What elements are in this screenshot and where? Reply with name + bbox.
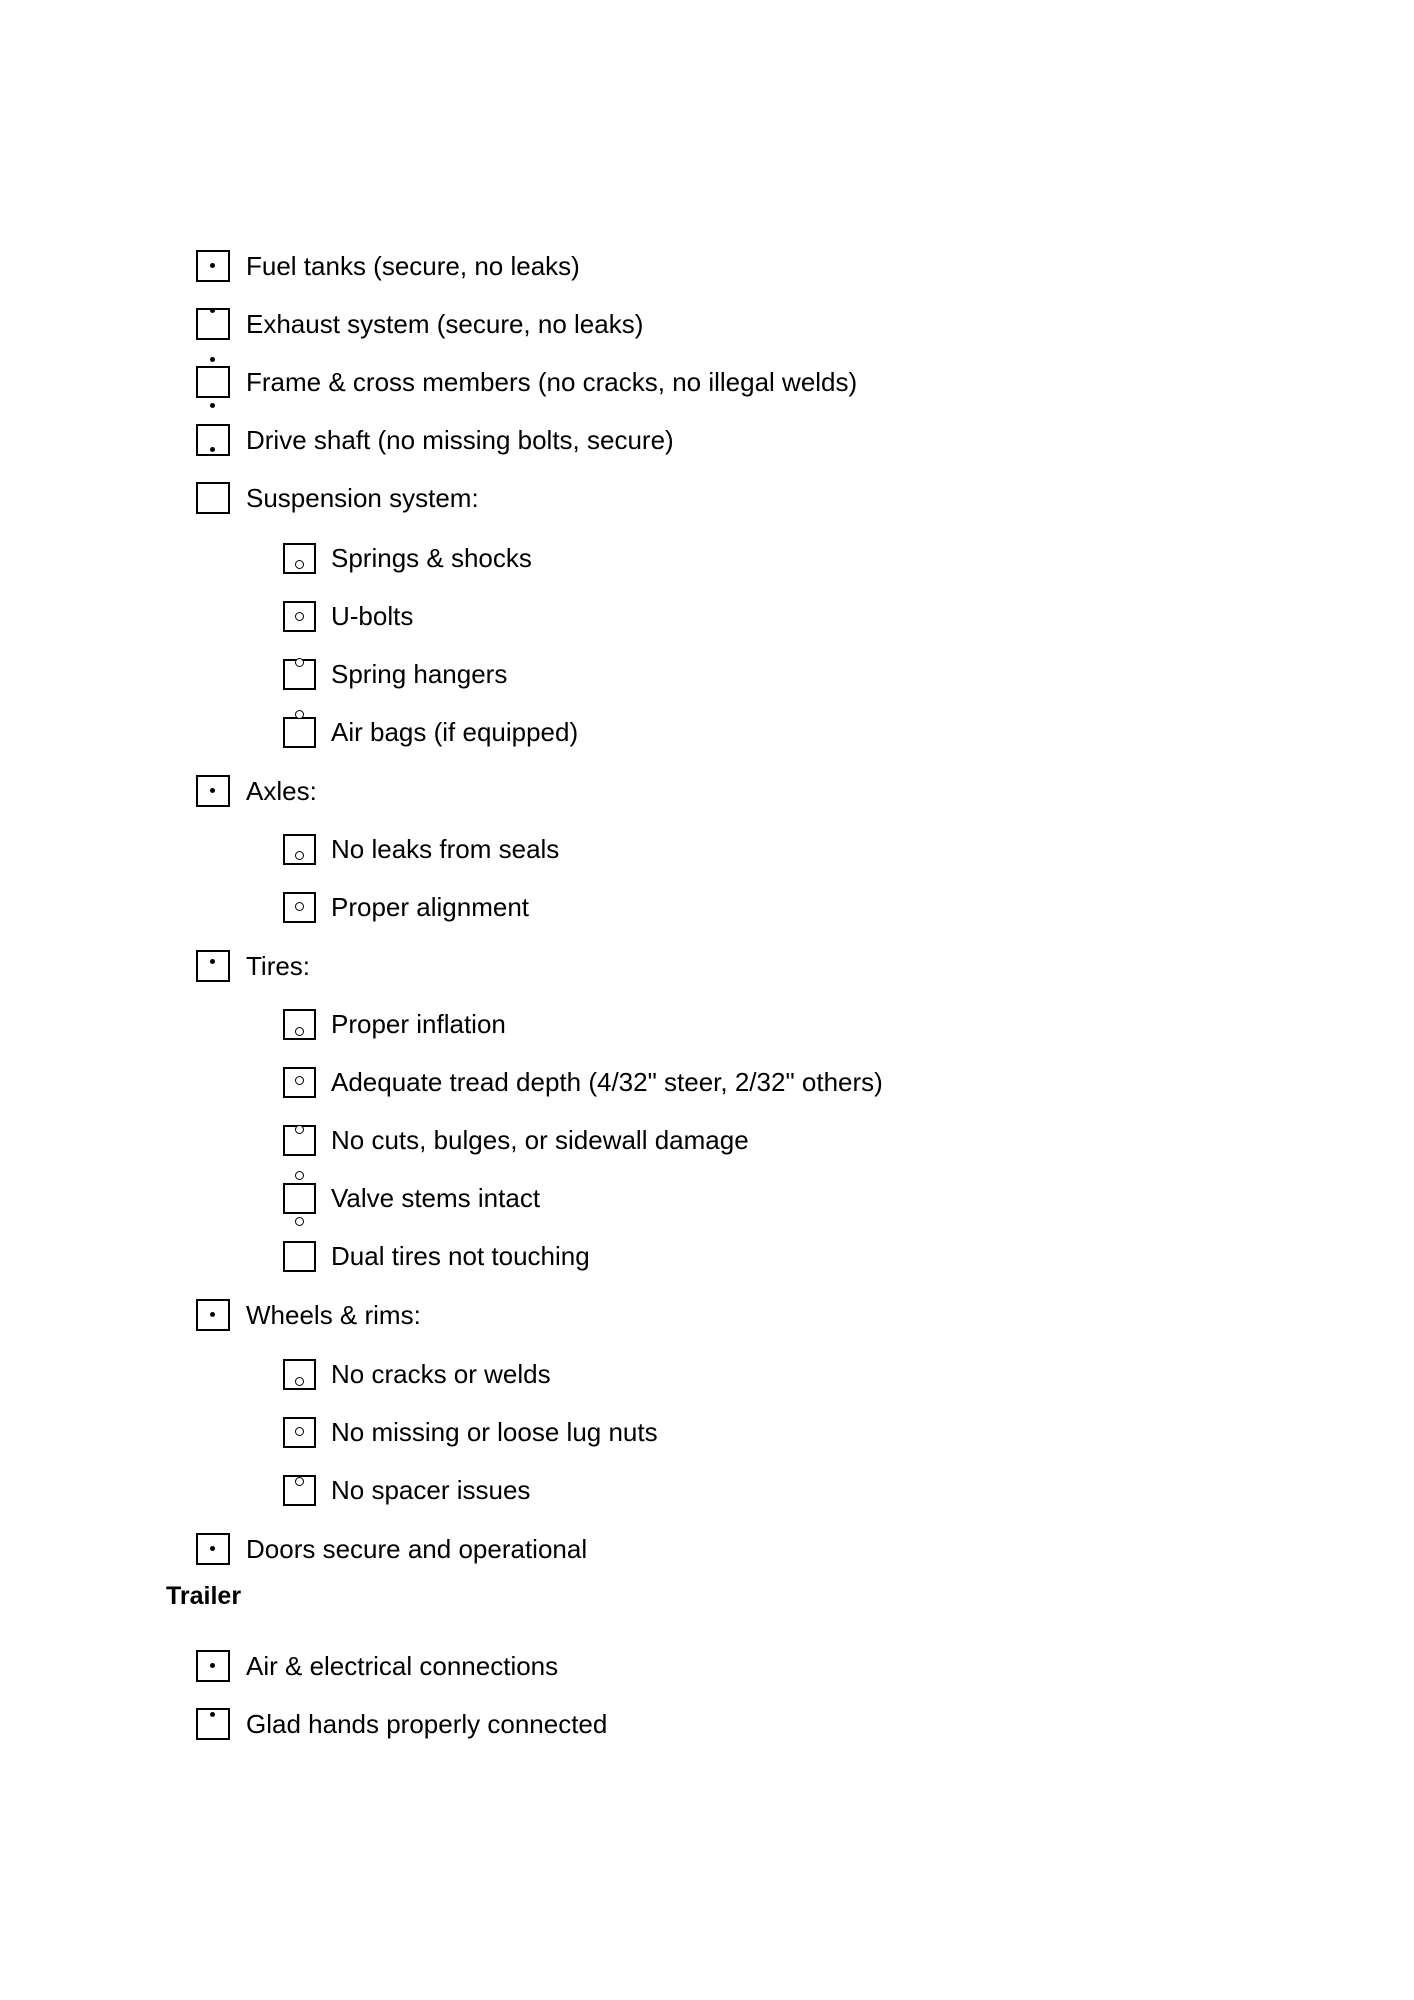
sub-item-spring-hangers [283, 654, 507, 694]
item-label: Spring hangers [331, 659, 508, 689]
checkbox[interactable] [283, 834, 316, 865]
checkbox[interactable] [283, 1241, 316, 1272]
checklist-item-fuel-tanks [196, 246, 580, 286]
bullet-dot-icon [210, 357, 215, 362]
bullet-circle-icon [295, 1377, 304, 1386]
sub-item-alignment [283, 887, 529, 927]
item-label: Air & electrical connections [246, 1651, 559, 1681]
item-label: Dual tires not touching [331, 1241, 590, 1271]
bullet-dot-icon [210, 403, 215, 408]
sub-item-inflation [283, 1004, 506, 1044]
checkbox[interactable] [283, 543, 316, 574]
item-label: Fuel tanks (secure, no leaks) [246, 251, 580, 281]
checkbox[interactable] [196, 1299, 230, 1331]
item-label: Air bags (if equipped) [331, 717, 579, 747]
checkbox[interactable] [196, 366, 230, 398]
item-label: Proper inflation [331, 1009, 506, 1039]
bullet-dot-icon [210, 447, 215, 452]
bullet-circle-icon [295, 1125, 304, 1134]
checkbox[interactable] [196, 250, 230, 282]
checkbox[interactable] [283, 892, 316, 923]
item-label: Axles: [246, 776, 317, 806]
sub-item-no-cracks [283, 1354, 551, 1394]
item-label: Doors secure and operational [246, 1534, 588, 1564]
checkbox[interactable] [196, 1708, 230, 1740]
bullet-circle-icon [295, 1076, 304, 1085]
checkbox[interactable] [196, 1650, 230, 1682]
bullet-dot-icon [210, 788, 215, 793]
checkbox[interactable] [283, 659, 316, 690]
item-label: Springs & shocks [331, 543, 532, 573]
checkbox[interactable] [196, 1533, 230, 1565]
checkbox[interactable] [283, 1359, 316, 1390]
section-heading-trailer: Trailer [166, 1582, 242, 1610]
sub-item-no-leaks [283, 829, 559, 869]
item-label: No cuts, bulges, or sidewall damage [331, 1125, 749, 1155]
bullet-circle-icon [295, 612, 304, 621]
sub-item-tread-depth [283, 1062, 883, 1102]
checkbox[interactable] [283, 1009, 316, 1040]
bullet-circle-icon [295, 1427, 304, 1436]
bullet-dot-icon [210, 308, 215, 313]
item-label: Drive shaft (no missing bolts, secure) [246, 425, 674, 455]
checklist-item-air-electrical [196, 1646, 558, 1686]
item-label: Frame & cross members (no cracks, no illegal welds) [246, 367, 858, 397]
bullet-circle-icon [295, 658, 304, 667]
checkbox[interactable] [283, 1417, 316, 1448]
checkbox[interactable] [283, 1475, 316, 1506]
item-label: Tires: [246, 951, 311, 981]
sub-item-sidewall [283, 1120, 749, 1160]
checkbox[interactable] [283, 601, 316, 632]
item-label: No leaks from seals [331, 834, 560, 864]
bullet-dot-icon [210, 1712, 215, 1717]
sub-item-u-bolts [283, 596, 413, 636]
checkbox[interactable] [196, 308, 230, 340]
sub-item-dual-tires [283, 1236, 590, 1276]
bullet-circle-icon [295, 902, 304, 911]
checklist-item-suspension [196, 478, 479, 518]
item-label: Glad hands properly connected [246, 1709, 608, 1739]
checkbox[interactable] [283, 1183, 316, 1214]
bullet-circle-icon [295, 710, 304, 719]
bullet-dot-icon [210, 263, 215, 268]
checkbox[interactable] [196, 482, 230, 514]
checklist-item-wheels [196, 1295, 421, 1335]
item-label: No spacer issues [331, 1475, 531, 1505]
item-label: Exhaust system (secure, no leaks) [246, 309, 644, 339]
item-label: Proper alignment [331, 892, 529, 922]
checkbox[interactable] [283, 1125, 316, 1156]
checkbox[interactable] [283, 717, 316, 748]
sub-item-lug-nuts [283, 1412, 658, 1452]
bullet-circle-icon [295, 1477, 304, 1486]
checkbox[interactable] [283, 1067, 316, 1098]
bullet-circle-icon [295, 1027, 304, 1036]
item-label: Wheels & rims: [246, 1300, 421, 1330]
sub-item-air-bags [283, 712, 578, 752]
bullet-circle-icon [295, 1217, 304, 1226]
checklist-item-frame [196, 362, 857, 402]
checklist-item-glad-hands [196, 1704, 607, 1744]
item-label: Valve stems intact [331, 1183, 541, 1213]
sub-item-springs-shocks [283, 538, 532, 578]
item-label: No missing or loose lug nuts [331, 1417, 658, 1447]
bullet-circle-icon [295, 560, 304, 569]
bullet-dot-icon [210, 1663, 215, 1668]
bullet-dot-icon [210, 959, 215, 964]
item-label: U-bolts [331, 601, 414, 631]
checkbox[interactable] [196, 424, 230, 456]
bullet-dot-icon [210, 1312, 215, 1317]
checklist-item-tires [196, 946, 310, 986]
bullet-dot-icon [210, 1546, 215, 1551]
checkbox[interactable] [196, 775, 230, 807]
bullet-circle-icon [295, 851, 304, 860]
sub-item-valve-stems [283, 1178, 540, 1218]
checklist-item-exhaust [196, 304, 643, 344]
checklist-item-drive-shaft [196, 420, 674, 460]
sub-item-spacer [283, 1470, 530, 1510]
bullet-circle-icon [295, 1171, 304, 1180]
checklist-item-doors [196, 1529, 587, 1569]
item-label: Suspension system: [246, 483, 479, 513]
checkbox[interactable] [196, 950, 230, 982]
item-label: No cracks or welds [331, 1359, 551, 1389]
checklist-item-axles [196, 771, 317, 811]
item-label: Adequate tread depth (4/32" steer, 2/32" others) [331, 1067, 883, 1097]
